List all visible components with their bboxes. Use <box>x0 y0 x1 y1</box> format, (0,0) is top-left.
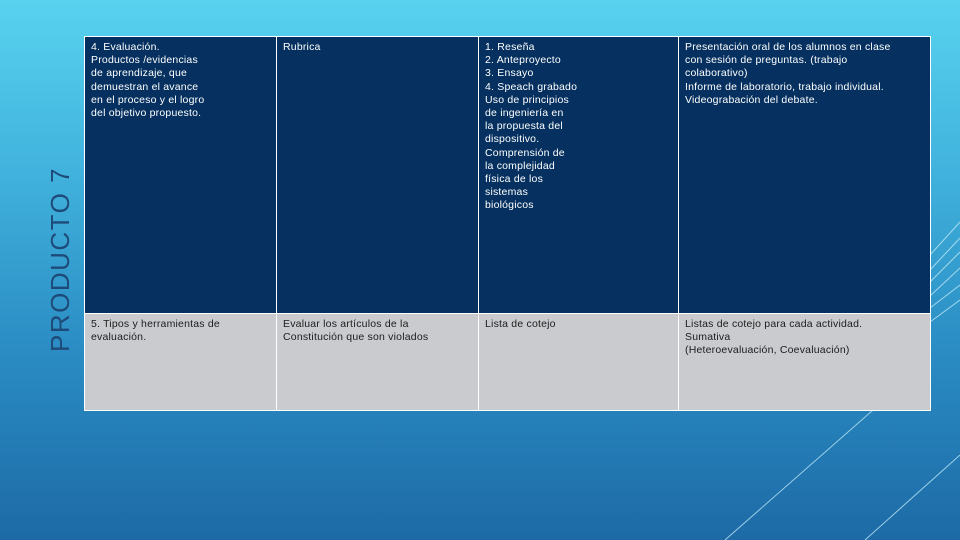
table-row-evaluation <box>85 37 931 314</box>
cell-assessment-checklist: Lista de cotejo <box>479 314 679 411</box>
cell-assessment-topic <box>85 314 277 411</box>
evaluation-table <box>84 36 931 411</box>
cell-assessment-details: Listas de cotejo para cada actividad. Sumativa (Heteroevaluación, Coevaluación) <box>679 314 931 411</box>
slide-title: PRODUCTO 7 <box>45 167 75 352</box>
cell-evaluation-instrument: Rubrica <box>277 37 479 314</box>
cell-text: 5. Tipos y herramientas de evaluación. <box>91 318 220 344</box>
cell-evaluation-products: 1. Reseña 2. Anteproyecto 3. Ensayo 4. Speach grabado Uso de principios de ingeniería en la propuesta del dispositivo. Comprensión de la complejidad física de los sistemas biológicos <box>479 37 679 314</box>
cell-evaluation-topic <box>85 37 277 314</box>
cell-assessment-instrument: Evaluar los artículos de la Constitución que son violados <box>277 314 479 411</box>
evaluation-table-frame <box>84 36 930 400</box>
cell-evaluation-activities: Presentación oral de los alumnos en clase con sesión de preguntas. (trabajo colaborativo) Informe de laboratorio, trabajo individual. Videograbación del debate. <box>679 37 931 314</box>
cell-text: 4. Evaluación. Productos /evidencias de aprendizaje, que demuestran el avance en el proceso y el logro del objetivo propuesto. <box>91 41 205 120</box>
table-row-assessment-types <box>85 314 931 411</box>
